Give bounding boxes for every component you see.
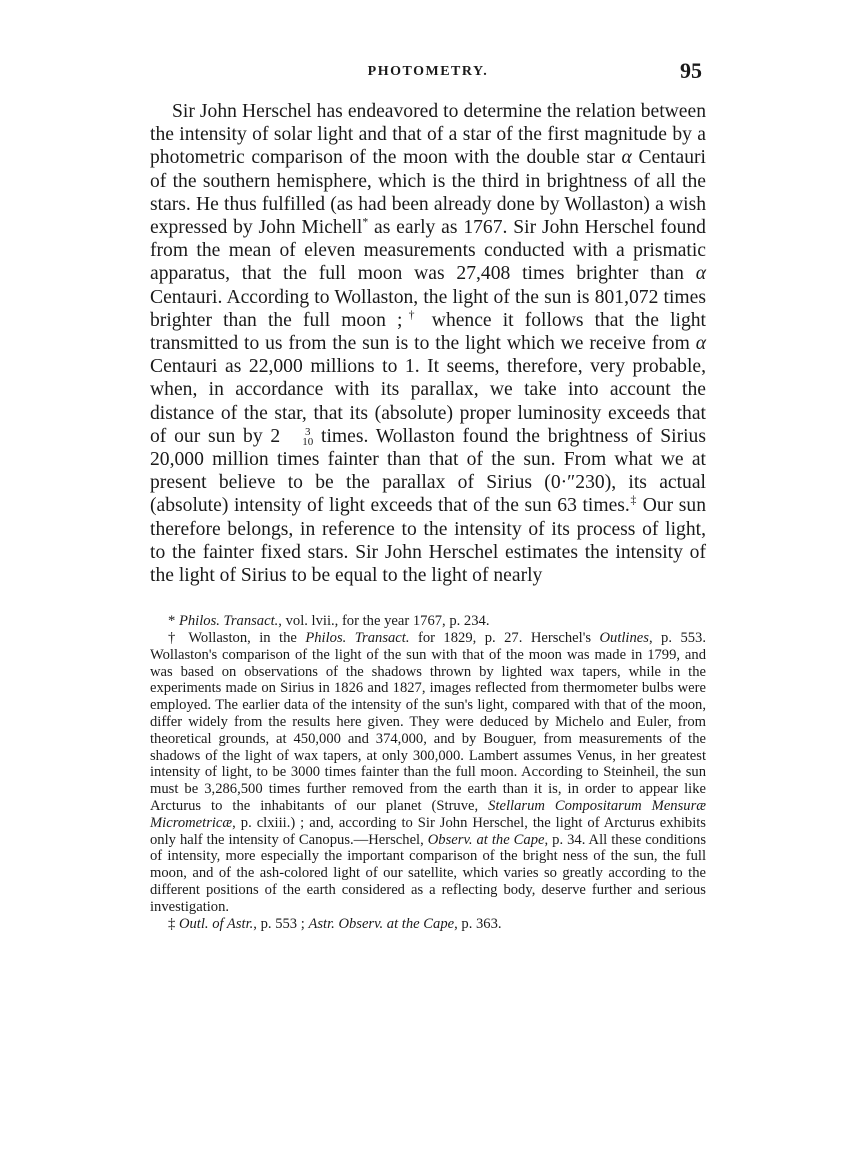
footnote-2 bbox=[150, 630, 706, 916]
greek-alpha: α bbox=[621, 147, 632, 169]
footnotes bbox=[150, 613, 706, 932]
text-run: , p. 363. bbox=[454, 915, 502, 932]
footnote-mark-asterisk: * bbox=[362, 215, 369, 229]
book-page bbox=[150, 58, 706, 932]
footnote-mark: † bbox=[168, 630, 189, 647]
page-number: 95 bbox=[680, 58, 702, 83]
text-run: Centauri of the southern hemisphere, which is the third in brightness of all the stars. He thus fulfilled (as had been already done by Wollaston) a wish expressed by John Michell bbox=[150, 147, 706, 239]
text-run: , p. 34. All these conditions of intensity, more especially the important comparison of the bright ness of the sun, the full moon, and of the ash-colored light of our satellite, which varies so greatly according to the different positions of the earth considered as a reflecting body, deserve further and serious investigation. bbox=[150, 831, 707, 915]
text-run: times. Wollaston found the brightness of Sirius 20,000 million times fainter than that of the sun. From what we at present believe to be the parallax of Sirius (0·″230), its actual (absolute) intensity of light exceeds that of the sun 63 times. bbox=[150, 425, 706, 517]
footnote-mark: * bbox=[168, 613, 179, 630]
text-run: Centauri as 22,000 millions to 1. It seems, therefore, very probable, when, in accordance with its parallax, we take into account the distance of the star, that its (absolute) proper luminosity exceeds that of our sun by 2 bbox=[150, 356, 706, 447]
text-run: for 1829, p. 27. Herschel's bbox=[409, 630, 600, 647]
text-run: Our sun therefore belongs, in reference to the intensity of its process of light, to the fainter fixed stars. Sir John Herschel estimates the intensity of the light of Sirius to be equal to the light of nearly bbox=[150, 495, 707, 587]
running-title: PHOTOMETRY. bbox=[367, 64, 489, 79]
greek-alpha: α bbox=[695, 263, 706, 285]
text-run: whence it follows that the light transmitted to us from the sun is to the light which we receive from bbox=[150, 309, 706, 355]
text-run: Wollaston, in the bbox=[188, 630, 306, 647]
footnote-1 bbox=[150, 613, 706, 630]
citation-title: Philos. Transact. bbox=[305, 630, 410, 647]
footnote-mark-double-dagger: ‡ bbox=[629, 493, 638, 507]
text-run: , p. clxiii.) ; and, according to Sir John Herschel, the light of Arcturus exhibits only half the intensity of Canopus.—Herschel, bbox=[150, 814, 706, 848]
main-text bbox=[150, 100, 706, 587]
text-run: as early as 1767. Sir John Herschel found from the mean of eleven measurements conducted with a prismatic apparatus, that the full moon was 27,408 times brighter than bbox=[150, 217, 706, 285]
paragraph bbox=[150, 100, 706, 587]
fraction bbox=[280, 427, 313, 447]
footnote-3 bbox=[150, 916, 706, 933]
text-run: Sir John Herschel has endeavored to determine the relation between the intensity of solar light and that of a star of the first magnitude by a photometric comparison of the moon with the double star bbox=[150, 101, 706, 169]
citation-title: Astr. Observ. at the Cape bbox=[308, 915, 455, 932]
text-run: Centauri. According to Wollaston, the light of the sun is 801,072 times brighter than the full moon ; bbox=[150, 286, 706, 331]
fraction-numerator: 3 bbox=[304, 426, 311, 439]
text-run: , p. 553 ; bbox=[253, 915, 309, 932]
text-run: , p. 553. Wollaston's comparison of the light of the sun with that of the moon was made in 1799, and was based on observations of the shadows thrown by lighted wax tapers, while in the experiments made on Sirius in 1826 and 1827, images reflected from thermometer bulbs were employed. The earlier data of the intensity of the sun's light, compared with that of the moon, differ widely from the results here given. They were deduced by Michelo and Euler, from theoretical grounds, at 450,000 and 374,000, and by Bouguer, from measurements of the shadows of the light of wax tapers, at only 300,000. Lambert assumes Venus, in her greatest intensity of light, to be 3000 times fainter than the full moon. According to Steinheil, the sun must be 3,286,500 times further removed from the earth than it is, in order to appear like Arcturus to the inhabitants of our planet (Struve, bbox=[150, 630, 707, 815]
running-head bbox=[150, 58, 706, 88]
citation-title: Outlines bbox=[599, 630, 649, 647]
greek-alpha: α bbox=[695, 333, 706, 355]
text-run: , vol. lvii., for the year 1767, p. 234. bbox=[278, 613, 490, 630]
footnote-mark: ‡ bbox=[168, 915, 179, 932]
citation-title: Philos. Transact. bbox=[178, 613, 279, 630]
footnote-mark-dagger: † bbox=[402, 308, 421, 322]
citation-title: Outl. of Astr. bbox=[178, 915, 254, 932]
fraction-denominator: 10 bbox=[302, 436, 314, 449]
citation-title: Stellarum Compositarum Mensuræ Micrometricæ bbox=[150, 798, 706, 831]
citation-title: Observ. at the Cape bbox=[427, 831, 545, 848]
